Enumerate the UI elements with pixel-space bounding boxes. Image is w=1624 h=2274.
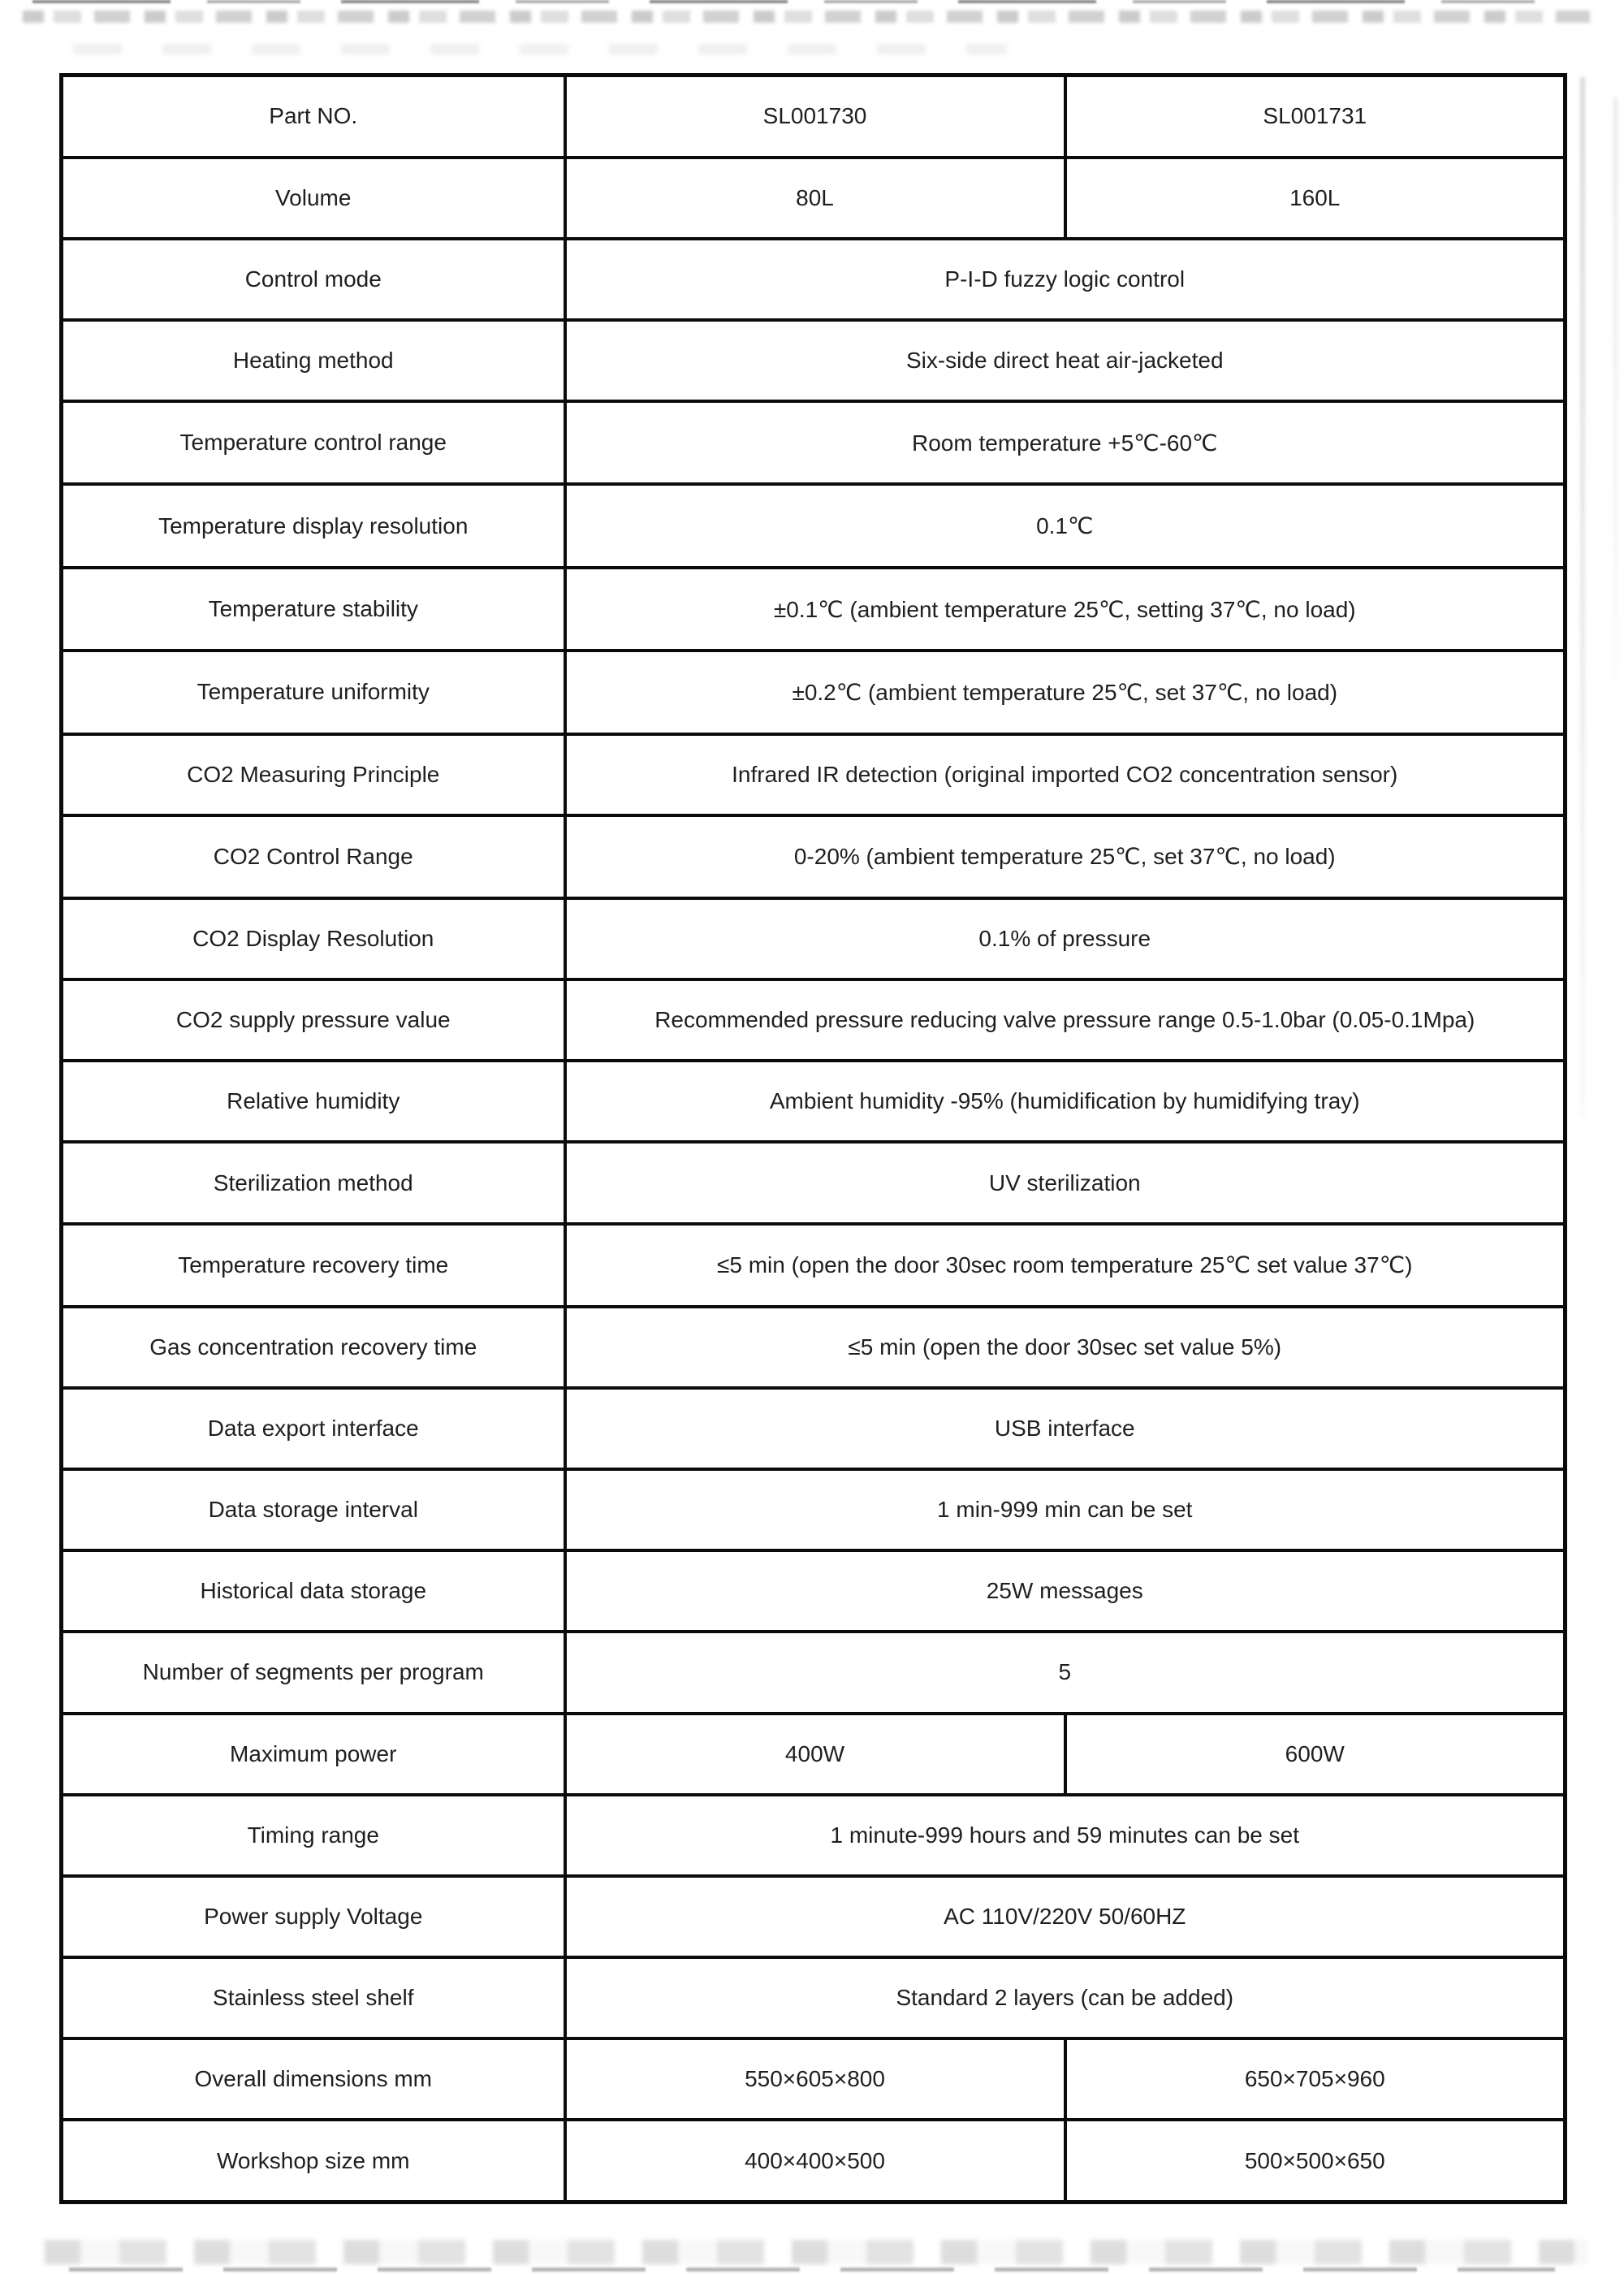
spec-label-cell: Maximum power — [62, 1714, 565, 1795]
spec-value-cell: 1 min-999 min can be set — [565, 1469, 1566, 1550]
spec-value-cell: 550×605×800 — [565, 2038, 1065, 2120]
spec-label-cell: CO2 Display Resolution — [62, 898, 565, 979]
spec-label-cell: Sterilization method — [62, 1142, 565, 1223]
spec-label-cell: Gas concentration recovery time — [62, 1307, 565, 1388]
table-row — [62, 979, 1566, 1061]
spec-label-cell: Power supply Voltage — [62, 1876, 565, 1957]
spec-value-cell: 0.1% of pressure — [565, 898, 1566, 979]
spec-label-cell: Data storage interval — [62, 1469, 565, 1550]
table-row — [62, 1795, 1566, 1876]
scan-artifact-bottom-band — [45, 2240, 1587, 2264]
spec-value-cell: 5 — [565, 1632, 1566, 1713]
spec-value-cell: USB interface — [565, 1388, 1566, 1469]
table-row — [62, 1469, 1566, 1550]
table-row — [62, 1224, 1566, 1307]
spec-label-cell: Historical data storage — [62, 1550, 565, 1632]
spec-label-cell: CO2 supply pressure value — [62, 979, 565, 1061]
scan-artifact-top-edge — [32, 0, 1551, 3]
table-row — [62, 568, 1566, 651]
scan-artifact-bottom-edge — [69, 2268, 1555, 2272]
spec-value-cell: ≤5 min (open the door 30sec room temperature 25℃ set value 37℃) — [565, 1224, 1566, 1307]
table-row — [62, 76, 1566, 158]
spec-value-cell: 80L — [565, 158, 1065, 239]
spec-label-cell: Part NO. — [62, 76, 565, 158]
table-row — [62, 1307, 1566, 1388]
table-row — [62, 1957, 1566, 2038]
spec-value-cell: 650×705×960 — [1065, 2038, 1566, 2120]
spec-label-cell: Heating method — [62, 320, 565, 401]
scan-artifact-right-streak-2 — [1613, 97, 1618, 682]
spec-label-cell: CO2 Measuring Principle — [62, 734, 565, 815]
spec-value-cell: 500×500×650 — [1065, 2120, 1566, 2202]
spec-value-cell: ±0.2℃ (ambient temperature 25℃, set 37℃, no load) — [565, 651, 1566, 733]
spec-value-cell: P-I-D fuzzy logic control — [565, 239, 1566, 320]
table-row — [62, 1632, 1566, 1713]
spec-value-cell: Room temperature +5℃-60℃ — [565, 401, 1566, 484]
scan-artifact-right-streak — [1580, 77, 1585, 1117]
table-row — [62, 320, 1566, 401]
spec-label-cell: Overall dimensions mm — [62, 2038, 565, 2120]
spec-label-cell: Number of segments per program — [62, 1632, 565, 1713]
scan-artifact-top-band — [23, 11, 1590, 23]
spec-label-cell: Data export interface — [62, 1388, 565, 1469]
spec-value-cell: UV sterilization — [565, 1142, 1566, 1223]
table-row — [62, 815, 1566, 898]
spec-label-cell: CO2 Control Range — [62, 815, 565, 898]
spec-table — [59, 73, 1567, 2204]
spec-value-cell: 600W — [1065, 1714, 1566, 1795]
spec-value-cell: 400×400×500 — [565, 2120, 1065, 2202]
spec-label-cell: Relative humidity — [62, 1061, 565, 1142]
spec-value-cell: ≤5 min (open the door 30sec set value 5%) — [565, 1307, 1566, 1388]
spec-value-cell: 400W — [565, 1714, 1065, 1795]
spec-value-cell: 1 minute-999 hours and 59 minutes can be set — [565, 1795, 1566, 1876]
spec-label-cell: Stainless steel shelf — [62, 1957, 565, 2038]
spec-value-cell: AC 110V/220V 50/60HZ — [565, 1876, 1566, 1957]
table-row — [62, 2038, 1566, 2120]
spec-value-cell: 25W messages — [565, 1550, 1566, 1632]
table-row — [62, 898, 1566, 979]
table-row — [62, 1876, 1566, 1957]
table-row — [62, 651, 1566, 733]
table-row — [62, 239, 1566, 320]
table-row — [62, 1388, 1566, 1469]
table-row — [62, 1061, 1566, 1142]
spec-value-cell: Ambient humidity -95% (humidification by humidifying tray) — [565, 1061, 1566, 1142]
table-row — [62, 734, 1566, 815]
spec-value-cell: Standard 2 layers (can be added) — [565, 1957, 1566, 2038]
spec-label-cell: Timing range — [62, 1795, 565, 1876]
spec-value-cell: Six-side direct heat air-jacketed — [565, 320, 1566, 401]
spec-value-cell: Infrared IR detection (original imported CO2 concentration sensor) — [565, 734, 1566, 815]
table-row — [62, 2120, 1566, 2202]
spec-label-cell: Control mode — [62, 239, 565, 320]
table-row — [62, 484, 1566, 567]
spec-value-cell: ±0.1℃ (ambient temperature 25℃, setting 37℃, no load) — [565, 568, 1566, 651]
spec-label-cell: Temperature display resolution — [62, 484, 565, 567]
spec-label-cell: Temperature stability — [62, 568, 565, 651]
spec-label-cell: Workshop size mm — [62, 2120, 565, 2202]
spec-value-cell: 0-20% (ambient temperature 25℃, set 37℃, no load) — [565, 815, 1566, 898]
spec-table-body — [62, 76, 1566, 2203]
scan-artifact-top-faint — [73, 44, 1007, 54]
spec-label-cell: Temperature control range — [62, 401, 565, 484]
spec-value-cell: 0.1℃ — [565, 484, 1566, 567]
table-row — [62, 1550, 1566, 1632]
table-row — [62, 1142, 1566, 1223]
table-row — [62, 158, 1566, 239]
spec-value-cell: SL001730 — [565, 76, 1065, 158]
spec-value-cell: Recommended pressure reducing valve pressure range 0.5-1.0bar (0.05-0.1Mpa) — [565, 979, 1566, 1061]
spec-label-cell: Volume — [62, 158, 565, 239]
spec-value-cell: SL001731 — [1065, 76, 1566, 158]
spec-label-cell: Temperature recovery time — [62, 1224, 565, 1307]
table-row — [62, 401, 1566, 484]
spec-value-cell: 160L — [1065, 158, 1566, 239]
spec-label-cell: Temperature uniformity — [62, 651, 565, 733]
table-row — [62, 1714, 1566, 1795]
